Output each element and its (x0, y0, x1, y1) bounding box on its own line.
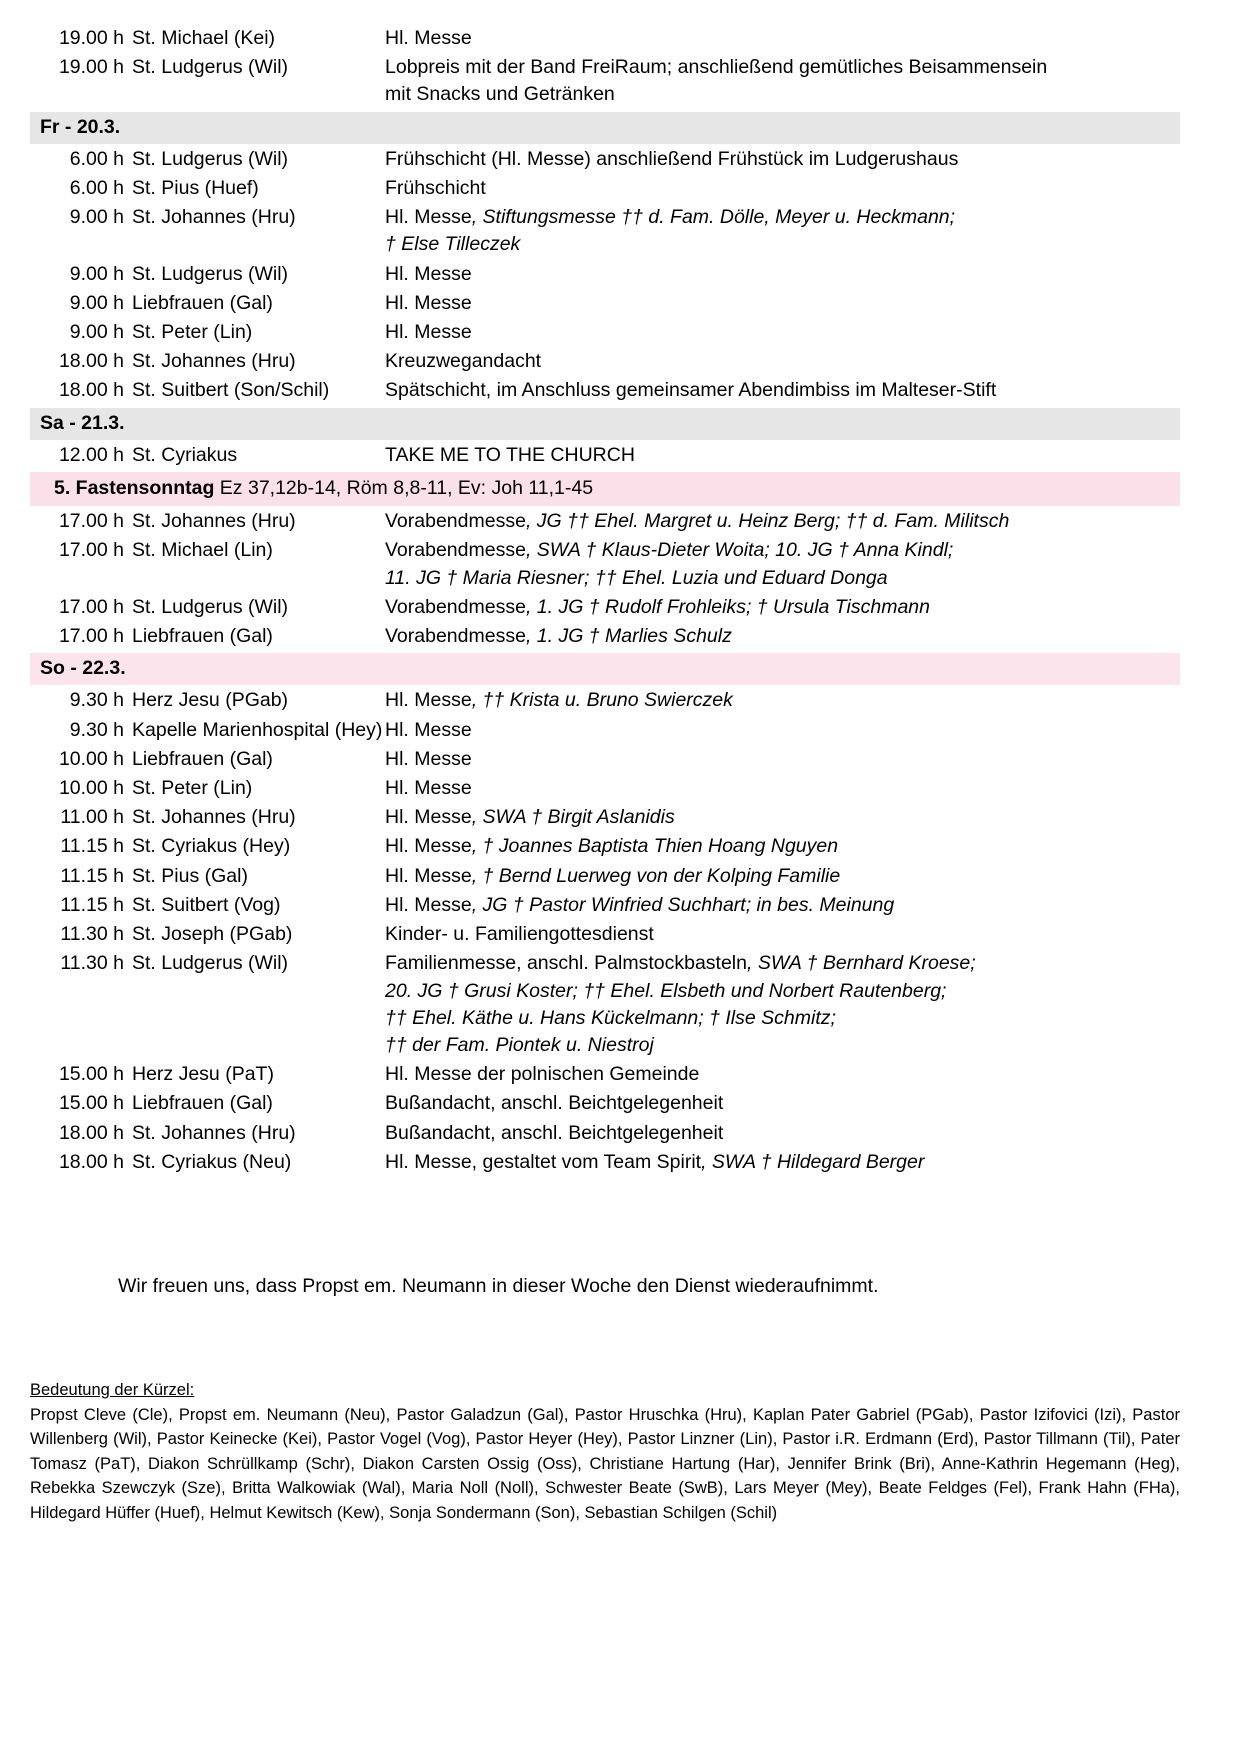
service-description (385, 290, 1180, 317)
service-description (385, 1061, 1180, 1088)
service-location: St. Michael (Kei) (132, 27, 276, 49)
service-description (385, 319, 1180, 346)
description-plain: Hl. Messe (385, 747, 472, 770)
description-plain: Hl. Messe (385, 262, 472, 285)
service-location: St. Cyriakus (132, 443, 238, 466)
service-description-line (385, 594, 1180, 621)
service-time: 17.00 h (58, 595, 124, 618)
description-intentions: , SWA † Klaus-Dieter Woita; 10. JG † Anna Kindl; (525, 539, 954, 562)
continuation-intentions: 20. JG † Grusi Koster; †† Ehel. Elsbeth und Norbert Rautenberg; (385, 979, 947, 1002)
service-time: 9.00 h (69, 291, 124, 314)
service-time: 19.00 h (58, 27, 124, 49)
description-plain: Hl. Messe (385, 689, 472, 712)
description-plain: Hl. Messe (385, 777, 472, 800)
service-time: 18.00 h (58, 1121, 124, 1144)
description-plain: Hl. Messe (385, 893, 472, 916)
abbreviation-legend (30, 1378, 1180, 1526)
service-description (385, 717, 1180, 744)
description-intentions: , SWA † Bernhard Kroese; (746, 952, 976, 975)
description-plain: Hl. Messe (385, 864, 472, 887)
description-intentions: , Stiftungsmesse †† d. Fam. Dölle, Meyer u. Heckmann; (471, 206, 956, 229)
service-row (30, 593, 1180, 622)
service-location: St. Ludgerus (Wil) (132, 952, 289, 975)
description-plain: Hl. Messe (385, 321, 472, 344)
service-description (385, 25, 1180, 52)
service-description-line (385, 804, 1180, 831)
service-description-continuation (385, 81, 1180, 108)
service-description-line (385, 1120, 1180, 1147)
service-row (30, 832, 1180, 861)
service-location: St. Johannes (Hru) (132, 1121, 296, 1144)
service-row (30, 745, 1180, 774)
description-plain: Lobpreis mit der Band FreiRaum; anschließend gemütliches Beisammensein (385, 56, 1048, 79)
service-location: Herz Jesu (PaT) (132, 1063, 274, 1086)
service-description (385, 1090, 1180, 1117)
service-description-line (385, 348, 1180, 375)
sunday-header-bar (30, 472, 1180, 506)
service-row (30, 145, 1180, 174)
service-row (30, 24, 1180, 53)
service-location: St. Ludgerus (Wil) (132, 262, 289, 285)
service-time: 17.00 h (58, 625, 124, 648)
service-location: St. Johannes (Hru) (132, 510, 296, 533)
description-intentions: , JG † Pastor Winfried Suchhart; in bes. Meinung (471, 893, 895, 916)
service-location: St. Michael (Lin) (132, 539, 273, 562)
service-location: Liebfrauen (Gal) (132, 291, 273, 314)
service-location: St. Suitbert (Vog) (132, 893, 281, 916)
service-location: Kapelle Marienhospital (Hey) (132, 718, 383, 741)
description-plain: Kinder- u. Familiengottesdienst (385, 923, 654, 946)
service-description (385, 1120, 1180, 1147)
service-description (385, 746, 1180, 773)
service-time: 9.00 h (69, 262, 124, 285)
service-description-line (385, 508, 1180, 535)
service-row (30, 507, 1180, 536)
service-description-line (385, 863, 1180, 890)
service-time: 18.00 h (58, 1150, 124, 1173)
service-location: St. Cyriakus (Hey) (132, 835, 291, 858)
description-plain: Frühschicht (Hl. Messe) anschließend Frühstück im Ludgerushaus (385, 147, 959, 170)
service-row (30, 716, 1180, 745)
description-plain: Kreuzwegandacht (385, 350, 542, 373)
service-location: Liebfrauen (Gal) (132, 1092, 273, 1115)
description-plain: Vorabendmesse (385, 595, 526, 618)
description-intentions: , JG †† Ehel. Margret u. Heinz Berg; †† d. Fam. Militsch (525, 510, 1010, 533)
service-location: St. Suitbert (Son/Schil) (132, 379, 330, 402)
service-location: Liebfrauen (Gal) (132, 747, 273, 770)
service-description (385, 261, 1180, 288)
service-time: 18.00 h (58, 379, 124, 402)
service-row (30, 347, 1180, 376)
service-time: 11.15 h (60, 835, 124, 858)
service-time: 9.00 h (69, 206, 124, 229)
service-time: 17.00 h (58, 539, 124, 562)
service-time: 15.00 h (58, 1092, 124, 1115)
service-description-line (385, 921, 1180, 948)
description-plain: Hl. Messe (385, 291, 472, 314)
service-description-line (385, 892, 1180, 919)
service-location: St. Cyriakus (Neu) (132, 1150, 292, 1173)
service-row (30, 803, 1180, 832)
service-description (385, 54, 1180, 108)
service-row (30, 260, 1180, 289)
service-location: Liebfrauen (Gal) (132, 625, 273, 648)
description-plain: TAKE ME TO THE CHURCH (385, 443, 635, 466)
service-time: 15.00 h (58, 1063, 124, 1086)
service-description-line (385, 746, 1180, 773)
service-location: St. Peter (Lin) (132, 777, 253, 800)
service-location: St. Ludgerus (Wil) (132, 147, 289, 170)
service-description (385, 950, 1180, 1059)
service-row (30, 441, 1180, 470)
continuation-intentions: † Else Tilleczek (385, 233, 521, 256)
service-description (385, 833, 1180, 860)
service-description (385, 775, 1180, 802)
description-intentions: , 1. JG † Marlies Schulz (525, 625, 732, 648)
service-description-line (385, 1061, 1180, 1088)
service-description-continuation (385, 1032, 1180, 1059)
service-description (385, 537, 1180, 591)
service-row (30, 1119, 1180, 1148)
service-row (30, 862, 1180, 891)
description-intentions: , † Joannes Baptista Thien Hoang Nguyen (471, 835, 839, 858)
service-time: 11.15 h (60, 864, 124, 887)
service-description (385, 1149, 1180, 1176)
service-description (385, 623, 1180, 650)
service-location: St. Peter (Lin) (132, 321, 253, 344)
service-row (30, 376, 1180, 405)
service-description (385, 146, 1180, 173)
service-time: 12.00 h (58, 443, 124, 466)
description-plain: Spätschicht, im Anschluss gemeinsamer Abendimbiss im Malteser-Stift (385, 379, 997, 402)
description-plain: Vorabendmesse (385, 510, 526, 533)
description-plain: Hl. Messe (385, 835, 472, 858)
description-plain: Hl. Messe (385, 718, 472, 741)
service-row (30, 1148, 1180, 1177)
service-description-continuation (385, 565, 1180, 592)
service-row (30, 891, 1180, 920)
service-location: St. Pius (Huef) (132, 177, 259, 200)
service-description-line (385, 442, 1180, 469)
service-description-line (385, 775, 1180, 802)
continuation-intentions: †† der Fam. Piontek u. Niestroj (385, 1033, 654, 1056)
service-description-line (385, 1149, 1180, 1176)
description-intentions: , SWA † Birgit Aslanidis (471, 806, 675, 829)
service-description (385, 508, 1180, 535)
service-time: 17.00 h (58, 510, 124, 533)
service-time: 11.15 h (60, 893, 124, 916)
description-plain: Hl. Messe, gestaltet vom Team Spirit (385, 1150, 702, 1173)
description-plain: Frühschicht (385, 177, 486, 200)
weekly-notice: Wir freuen uns, dass Propst em. Neumann in dieser Woche den Dienst wiederaufnimmt. (118, 1274, 879, 1297)
sunday-title: 5. Fastensonntag (54, 477, 215, 500)
service-row (30, 53, 1180, 109)
service-time: 10.00 h (58, 777, 124, 800)
service-description-line (385, 54, 1180, 81)
service-location: St. Johannes (Hru) (132, 806, 296, 829)
service-time: 18.00 h (58, 350, 124, 373)
continuation-intentions: 11. JG † Maria Riesner; †† Ehel. Luzia und Eduard Donga (385, 566, 888, 589)
service-row (30, 174, 1180, 203)
service-row (30, 1089, 1180, 1118)
service-row (30, 686, 1180, 715)
service-row (30, 203, 1180, 259)
service-time: 6.00 h (69, 177, 124, 200)
service-time: 19.00 h (58, 56, 124, 79)
service-description (385, 442, 1180, 469)
day-header-bar: Sa - 21.3. (30, 408, 1180, 440)
service-location: Herz Jesu (PGab) (132, 689, 289, 712)
service-location: St. Joseph (PGab) (132, 923, 293, 946)
service-description-line (385, 717, 1180, 744)
service-description-line (385, 319, 1180, 346)
description-plain: Hl. Messe der polnischen Gemeinde (385, 1063, 700, 1086)
service-location: St. Ludgerus (Wil) (132, 595, 289, 618)
service-description-line (385, 290, 1180, 317)
service-time: 9.00 h (69, 321, 124, 344)
service-description (385, 804, 1180, 831)
service-location: St. Ludgerus (Wil) (132, 56, 289, 79)
service-row (30, 289, 1180, 318)
service-time: 10.00 h (58, 747, 124, 770)
service-time: 11.30 h (60, 952, 124, 975)
service-description (385, 863, 1180, 890)
service-location: St. Johannes (Hru) (132, 350, 296, 373)
service-description-line (385, 833, 1180, 860)
service-time: 11.30 h (60, 923, 124, 946)
service-row (30, 536, 1180, 592)
service-description-continuation (385, 1005, 1180, 1032)
service-description-line (385, 175, 1180, 202)
day-header-bar: Fr - 20.3. (30, 112, 1180, 144)
service-description (385, 204, 1180, 258)
service-description (385, 892, 1180, 919)
service-description (385, 175, 1180, 202)
description-plain: Bußandacht, anschl. Beichtgelegenheit (385, 1121, 724, 1144)
continuation-plain: mit Snacks und Getränken (385, 83, 615, 106)
service-description-continuation (385, 978, 1180, 1005)
service-schedule (30, 24, 1209, 1177)
service-description-line (385, 146, 1180, 173)
service-time: 9.30 h (69, 718, 124, 741)
description-plain: Hl. Messe (385, 206, 472, 229)
service-location: St. Pius (Gal) (132, 864, 248, 887)
description-plain: Vorabendmesse (385, 625, 526, 648)
service-description (385, 377, 1180, 404)
description-intentions: , 1. JG † Rudolf Frohleiks; † Ursula Tischmann (525, 595, 931, 618)
description-intentions: , †† Krista u. Bruno Swierczek (471, 689, 733, 712)
service-description-line (385, 377, 1180, 404)
service-row (30, 622, 1180, 651)
service-description (385, 687, 1180, 714)
description-plain: Hl. Messe (385, 806, 472, 829)
description-plain: Vorabendmesse (385, 539, 526, 562)
legend-title: Bedeutung der Kürzel: (30, 1380, 195, 1399)
description-plain: Familienmesse, anschl. Palmstockbasteln (385, 952, 747, 975)
service-description (385, 594, 1180, 621)
service-description-line (385, 1090, 1180, 1117)
service-description (385, 348, 1180, 375)
service-description-line (385, 687, 1180, 714)
description-plain: Hl. Messe (385, 27, 472, 49)
service-description-line (385, 261, 1180, 288)
service-description-line (385, 950, 1180, 977)
legend-body: Propst Cleve (Cle), Propst em. Neumann (Neu), Pastor Galadzun (Gal), Pastor Hruschka (Hru), Kaplan Pater Gabriel (PGab), Pastor Izifovici (Izi), Pastor Willenberg (Wil), Pastor Keinecke (Kei), Pastor Vogel (Vog), Pastor Heyer (Hey), Pastor Linzner (Lin), Pastor i.R. Erdmann (Erd), Pastor Tillmann (Til), Pater Tomasz (PaT), Diakon Schrüllkamp (Schr), Diakon Carsten Ossig (Oss), Christiane Hartung (Har), Jennifer Brink (Bri), Anne-Kathrin Hegemann (Heg), Rebekka Szewczyk (Sze), Britta Walkowiak (Wal), Maria Noll (Noll), Schwester Beate (SwB), Lars Meyer (Mey), Beate Feldges (Fel), Frank Hahn (FHa), Hildegard Hüffer (Huef), Helmut Kewitsch (Kew), Sonja Sondermann (Son), Sebastian Schilgen (Schil) (30, 1405, 1180, 1522)
service-description (385, 921, 1180, 948)
description-intentions: , † Bernd Luerweg von der Kolping Familie (471, 864, 841, 887)
service-time: 6.00 h (69, 147, 124, 170)
continuation-intentions: †† Ehel. Käthe u. Hans Kückelmann; † Ilse Schmitz; (385, 1006, 836, 1029)
sunday-readings: Ez 37,12b-14, Röm 8,8-11, Ev: Joh 11,1-45 (219, 477, 594, 500)
service-time: 11.00 h (60, 806, 124, 829)
service-description-line (385, 25, 1180, 52)
day-header-bar: So - 22.3. (30, 653, 1180, 685)
service-description-line (385, 623, 1180, 650)
service-row (30, 318, 1180, 347)
description-plain: Bußandacht, anschl. Beichtgelegenheit (385, 1092, 724, 1115)
service-time: 9.30 h (69, 689, 124, 712)
service-row (30, 920, 1180, 949)
description-intentions: , SWA † Hildegard Berger (701, 1150, 925, 1173)
service-row (30, 1060, 1180, 1089)
service-description-line (385, 537, 1180, 564)
service-row (30, 949, 1180, 1060)
service-location: St. Johannes (Hru) (132, 206, 296, 229)
service-description-line (385, 204, 1180, 231)
service-row (30, 774, 1180, 803)
service-description-continuation (385, 231, 1180, 258)
